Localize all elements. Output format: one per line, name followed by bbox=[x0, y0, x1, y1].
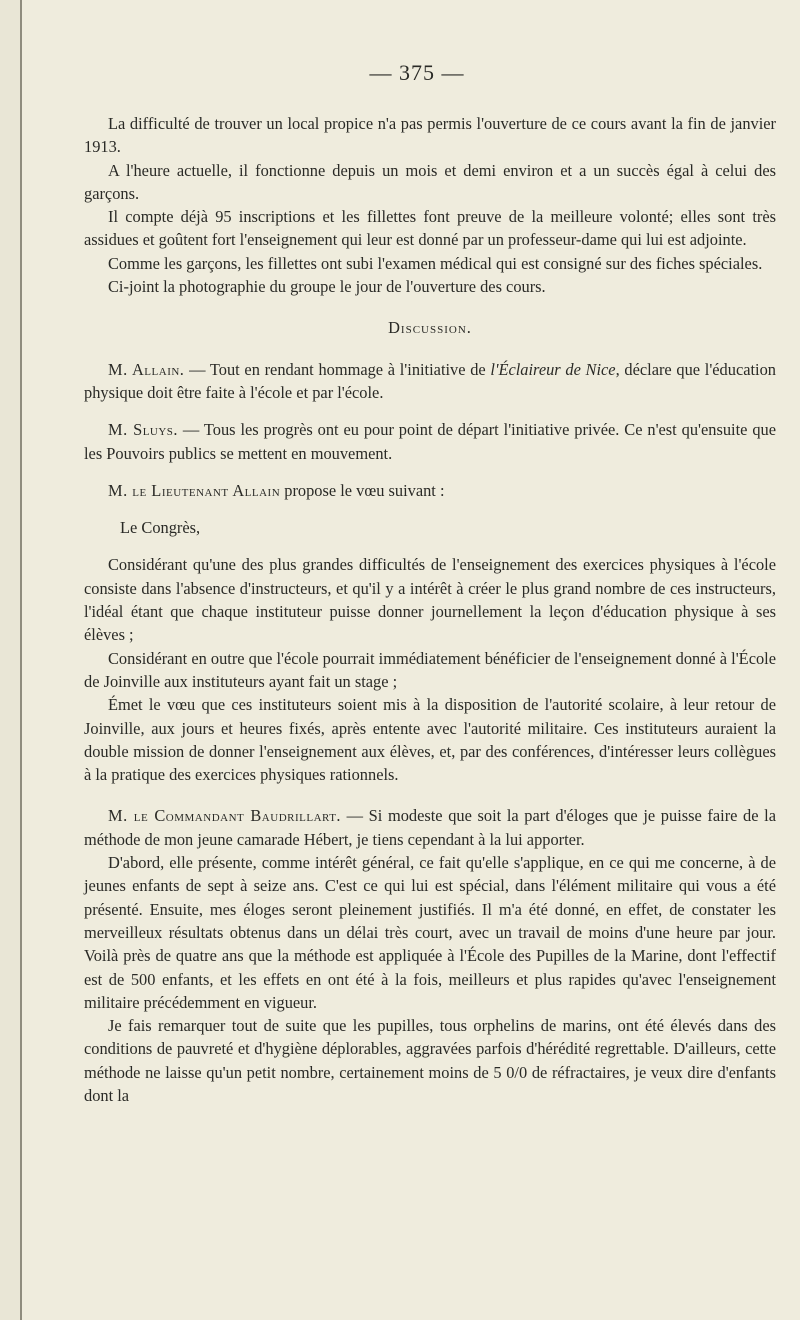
intervention-text: propose le vœu suivant : bbox=[280, 480, 445, 500]
page-number: — 375 — bbox=[369, 60, 465, 85]
intervention-text: — Tous les progrès ont eu pour point de départ l'initiative privée. Ce n'est qu'ensuite que les Pouvoirs publics se mettent en mouvement. bbox=[84, 420, 776, 463]
intervention-sluys bbox=[84, 418, 776, 465]
speaker-name: M. le Commandant Baudrillart. bbox=[108, 806, 342, 826]
intervention-text: — Si modeste que soit la part d'éloges que je puisse faire de la méthode de mon jeune camarade Hébert, je tiens cependant à la lui apporter. bbox=[84, 806, 776, 849]
intervention-allain bbox=[84, 358, 776, 405]
journal-title: l'Éclaireur de Nice bbox=[490, 359, 616, 379]
voeu-paragraph: Considérant en outre que l'école pourrait immédiatement bénéficier de l'enseignement donné à l'École de Joinville aux instituteurs ayant fait un stage ; bbox=[84, 648, 776, 691]
paragraph: Je fais remarquer tout de suite que les pupilles, tous orphelins de marins, ont été élevés dans des conditions de pauvreté et d'hygiène déplorables, aggravées parfois d'hérédité regrettable. D'ailleurs, cette méthode ne laisse qu'un petit nombre, certainement moins de 5 0/0 de réfractaires, je veux dire d'enfants dont la bbox=[84, 1016, 776, 1105]
speaker-name: M. Allain. bbox=[108, 359, 185, 379]
paragraph: La difficulté de trouver un local propice n'a pas permis l'ouverture de ce cours avant la fin de janvier 1913. bbox=[84, 114, 776, 157]
speaker-name: M. Sluys. bbox=[108, 420, 179, 440]
paragraph: D'abord, elle présente, comme intérêt général, ce fait qu'elle s'applique, en ce qui me concerne, à de jeunes enfants de sept à seize ans. C'est ce qui lui est spécial, dans l'élément militaire qui vous a été présenté. Ensuite, mes éloges seront pleinement justifiés. Il m'a été donné, en effet, de constater les merveilleux résultats obtenus dans un délai très court, avec un travail de moins d'une heure par jour. Voilà près de quatre ans que la méthode est appliquée à l'École des Pupilles de la Marine, dont l'effectif est de 500 enfants, et les effets en ont été à la fois, meilleurs et plus rapides qu'avec l'enseignement militaire précédemment en vigueur. bbox=[84, 853, 776, 1012]
book-page bbox=[20, 0, 800, 1320]
paragraph: A l'heure actuelle, il fonctionne depuis un mois et demi environ et a un succès égal à celui des garçons. bbox=[84, 160, 776, 203]
paragraph: Ci-joint la photographie du groupe le jour de l'ouverture des cours. bbox=[108, 277, 546, 297]
voeu-paragraph: Considérant qu'une des plus grandes difficultés de l'enseignement des exercices physiques à l'école consiste dans l'absence d'instructeurs, et qu'il y a intérêt à créer le plus grand nombre de ces instructeurs, l'idéal étant que chaque instituteur puisse donner journellement la leçon d'éducation physique à ses élèves ; bbox=[84, 555, 776, 645]
speaker-name: M. le Lieutenant Allain bbox=[108, 480, 281, 500]
intervention-text: — Tout en rendant hommage à l'initiative de bbox=[184, 359, 491, 379]
page-content bbox=[84, 112, 776, 1107]
voeu-opening: Le Congrès, bbox=[120, 518, 201, 538]
paragraph: Comme les garçons, les fillettes ont subi l'examen médical qui est consigné sur des fiches spéciales. bbox=[108, 253, 763, 273]
intervention-commandant bbox=[84, 804, 776, 851]
voeu-paragraph: Émet le vœu que ces instituteurs soient mis à la disposition de l'autorité scolaire, à leur retour de Joinville, aux jours et heures fixés, après entente avec l'autorité militaire. Ces instituteurs auraient la double mission de donner l'enseignement aux élèves, et, par des conférences, d'intéresser leurs collègues à la pratique des exercices physiques rationnels. bbox=[84, 695, 776, 785]
intervention-text: , déclare que l'éducation physique doit être faite à l'école et par l'école. bbox=[84, 359, 776, 402]
discussion-heading: Discussion. bbox=[388, 318, 472, 338]
intervention-lieutenant bbox=[84, 479, 776, 502]
paragraph: Il compte déjà 95 inscriptions et les fillettes font preuve de la meilleure volonté; elles sont très assidues et goûtent fort l'enseignement qui leur est donné par un professeur-dame qui lui est adjointe. bbox=[84, 207, 776, 250]
